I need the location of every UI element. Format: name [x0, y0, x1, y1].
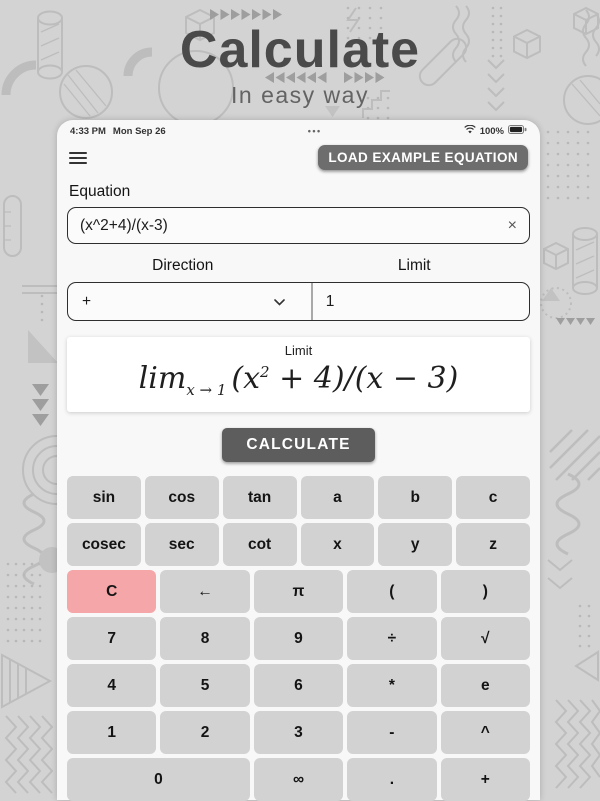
- direction-limit-field: [67, 282, 530, 321]
- limit-preview-title: Limit: [284, 343, 313, 358]
- toolbar: [67, 145, 530, 170]
- key-6[interactable]: 6: [254, 664, 343, 707]
- status-time: 4:33 PM: [70, 125, 106, 137]
- key-b[interactable]: b: [378, 476, 452, 519]
- keypad: [67, 476, 530, 801]
- key-sin[interactable]: sin: [67, 476, 141, 519]
- key-5[interactable]: 5: [160, 664, 249, 707]
- calculate-button[interactable]: CALCULATE: [222, 428, 374, 462]
- key-cos[interactable]: cos: [145, 476, 219, 519]
- limit-expression: $\lim_{x \to 1} (x^2 + 4)/(x - 3)$: [138, 361, 459, 399]
- limit-input[interactable]: [326, 293, 529, 311]
- equation-field: [67, 207, 530, 244]
- key-c[interactable]: c: [456, 476, 530, 519]
- equation-label: Equation: [69, 183, 131, 200]
- key-a[interactable]: a: [301, 476, 375, 519]
- key-4[interactable]: 4: [67, 664, 156, 707]
- key-pi[interactable]: π: [254, 570, 343, 613]
- key-sqrt[interactable]: √: [441, 617, 530, 660]
- key-dot[interactable]: .: [347, 758, 436, 801]
- key-1[interactable]: 1: [67, 711, 156, 754]
- battery-icon: [508, 125, 527, 137]
- key-cosec[interactable]: cosec: [67, 523, 141, 566]
- status-bar: [67, 124, 530, 138]
- key-z[interactable]: z: [456, 523, 530, 566]
- key-backspace[interactable]: ←: [160, 570, 249, 613]
- key-multiply[interactable]: *: [347, 664, 436, 707]
- key-open-paren[interactable]: (: [347, 570, 436, 613]
- hero-header: [0, 21, 600, 109]
- key-sec[interactable]: sec: [145, 523, 219, 566]
- device-panel: [57, 120, 540, 800]
- key-y[interactable]: y: [378, 523, 452, 566]
- key-8[interactable]: 8: [160, 617, 249, 660]
- wifi-icon: [464, 125, 476, 137]
- key-tan[interactable]: tan: [223, 476, 297, 519]
- direction-limit-labels: [67, 257, 530, 275]
- key-x[interactable]: x: [301, 523, 375, 566]
- key-7[interactable]: 7: [67, 617, 156, 660]
- key-9[interactable]: 9: [254, 617, 343, 660]
- page-title: Calculate: [179, 21, 421, 79]
- key-cot[interactable]: cot: [223, 523, 297, 566]
- key-plus[interactable]: +: [441, 758, 530, 801]
- key-clear[interactable]: C: [67, 570, 156, 613]
- more-dots-icon: •••: [307, 126, 322, 136]
- direction-value: +: [82, 292, 92, 310]
- chevron-down-icon: [274, 293, 285, 311]
- page-subtitle: In easy way: [231, 82, 369, 108]
- direction-select[interactable]: [68, 283, 311, 320]
- key-e[interactable]: e: [441, 664, 530, 707]
- key-infinity[interactable]: ∞: [254, 758, 343, 801]
- key-divide[interactable]: ÷: [347, 617, 436, 660]
- limit-preview-card: [67, 337, 530, 412]
- status-date: Mon Sep 26: [112, 125, 166, 137]
- battery-percent: 100%: [479, 125, 504, 137]
- equation-input[interactable]: [80, 217, 508, 235]
- key-3[interactable]: 3: [254, 711, 343, 754]
- key-close-paren[interactable]: ): [441, 570, 530, 613]
- limit-label: Limit: [397, 257, 431, 274]
- menu-icon[interactable]: [69, 149, 87, 167]
- key-minus[interactable]: -: [347, 711, 436, 754]
- direction-label: Direction: [152, 257, 214, 274]
- key-2[interactable]: 2: [160, 711, 249, 754]
- key-0[interactable]: 0: [67, 758, 250, 801]
- clear-icon[interactable]: ×: [507, 216, 517, 234]
- load-example-button[interactable]: LOAD EXAMPLE EQUATION: [318, 145, 528, 170]
- key-power[interactable]: ^: [441, 711, 530, 754]
